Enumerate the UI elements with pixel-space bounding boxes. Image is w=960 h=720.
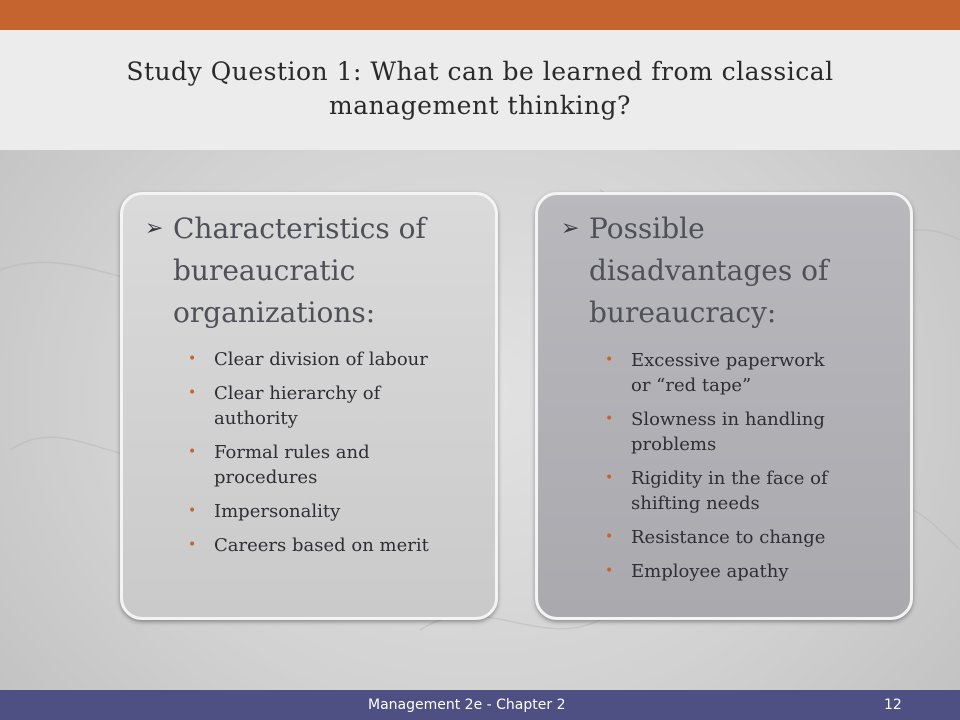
list-item-line: Slowness in handling: [631, 409, 825, 430]
list-item: [188, 533, 429, 558]
dot-bullet-icon: •: [188, 503, 197, 519]
dot-bullet-icon: •: [605, 352, 614, 368]
heading-line: bureaucracy:: [589, 296, 777, 329]
list-item-line: Careers based on merit: [214, 535, 429, 556]
disadvantages-heading: [561, 208, 829, 334]
heading-line: bureaucratic: [173, 254, 356, 287]
list-item: [188, 347, 429, 372]
dot-bullet-icon: •: [188, 385, 197, 401]
dot-bullet-icon: •: [188, 351, 197, 367]
list-item: [605, 407, 828, 457]
heading-line: disadvantages of: [589, 254, 829, 287]
title-line: management thinking?: [329, 91, 631, 120]
top-accent-bar: [0, 0, 960, 30]
dot-bullet-icon: •: [605, 470, 614, 486]
list-item-line: Formal rules and: [214, 442, 370, 463]
list-item: [188, 381, 429, 431]
heading-line: Possible: [589, 212, 705, 245]
list-item-line: Clear hierarchy of: [214, 383, 381, 404]
list-item: [605, 466, 828, 516]
characteristics-list: [188, 347, 429, 558]
page-number: 12: [884, 697, 902, 713]
list-item-line: authority: [214, 408, 298, 429]
characteristics-heading: [145, 208, 426, 334]
arrow-bullet-icon: ➢: [145, 216, 164, 241]
title-line: Study Question 1: What can be learned from classical: [126, 57, 834, 86]
arrow-bullet-icon: ➢: [561, 216, 580, 241]
list-item-line: Rigidity in the face of: [631, 468, 828, 489]
list-item: [188, 499, 429, 524]
list-item-line: Employee apathy: [631, 561, 789, 582]
list-item: [188, 440, 429, 490]
list-item-line: shifting needs: [631, 493, 760, 514]
list-item-line: procedures: [214, 467, 318, 488]
list-item-line: Excessive paperwork: [631, 350, 825, 371]
dot-bullet-icon: •: [605, 529, 614, 545]
slide-title: [40, 55, 920, 123]
heading-line: organizations:: [173, 296, 376, 329]
list-item-line: problems: [631, 434, 717, 455]
list-item: [605, 348, 828, 398]
dot-bullet-icon: •: [188, 444, 197, 460]
list-item-line: Resistance to change: [631, 527, 826, 548]
list-item-line: or “red tape”: [631, 375, 752, 396]
heading-line: Characteristics of: [173, 212, 426, 245]
list-item: [605, 559, 828, 584]
list-item-line: Clear division of labour: [214, 349, 428, 370]
list-item-line: Impersonality: [214, 501, 341, 522]
footer-chapter-label: Management 2e - Chapter 2: [368, 697, 566, 713]
dot-bullet-icon: •: [605, 563, 614, 579]
dot-bullet-icon: •: [188, 537, 197, 553]
list-item: [605, 525, 828, 550]
dot-bullet-icon: •: [605, 411, 614, 427]
disadvantages-list: [605, 348, 828, 584]
